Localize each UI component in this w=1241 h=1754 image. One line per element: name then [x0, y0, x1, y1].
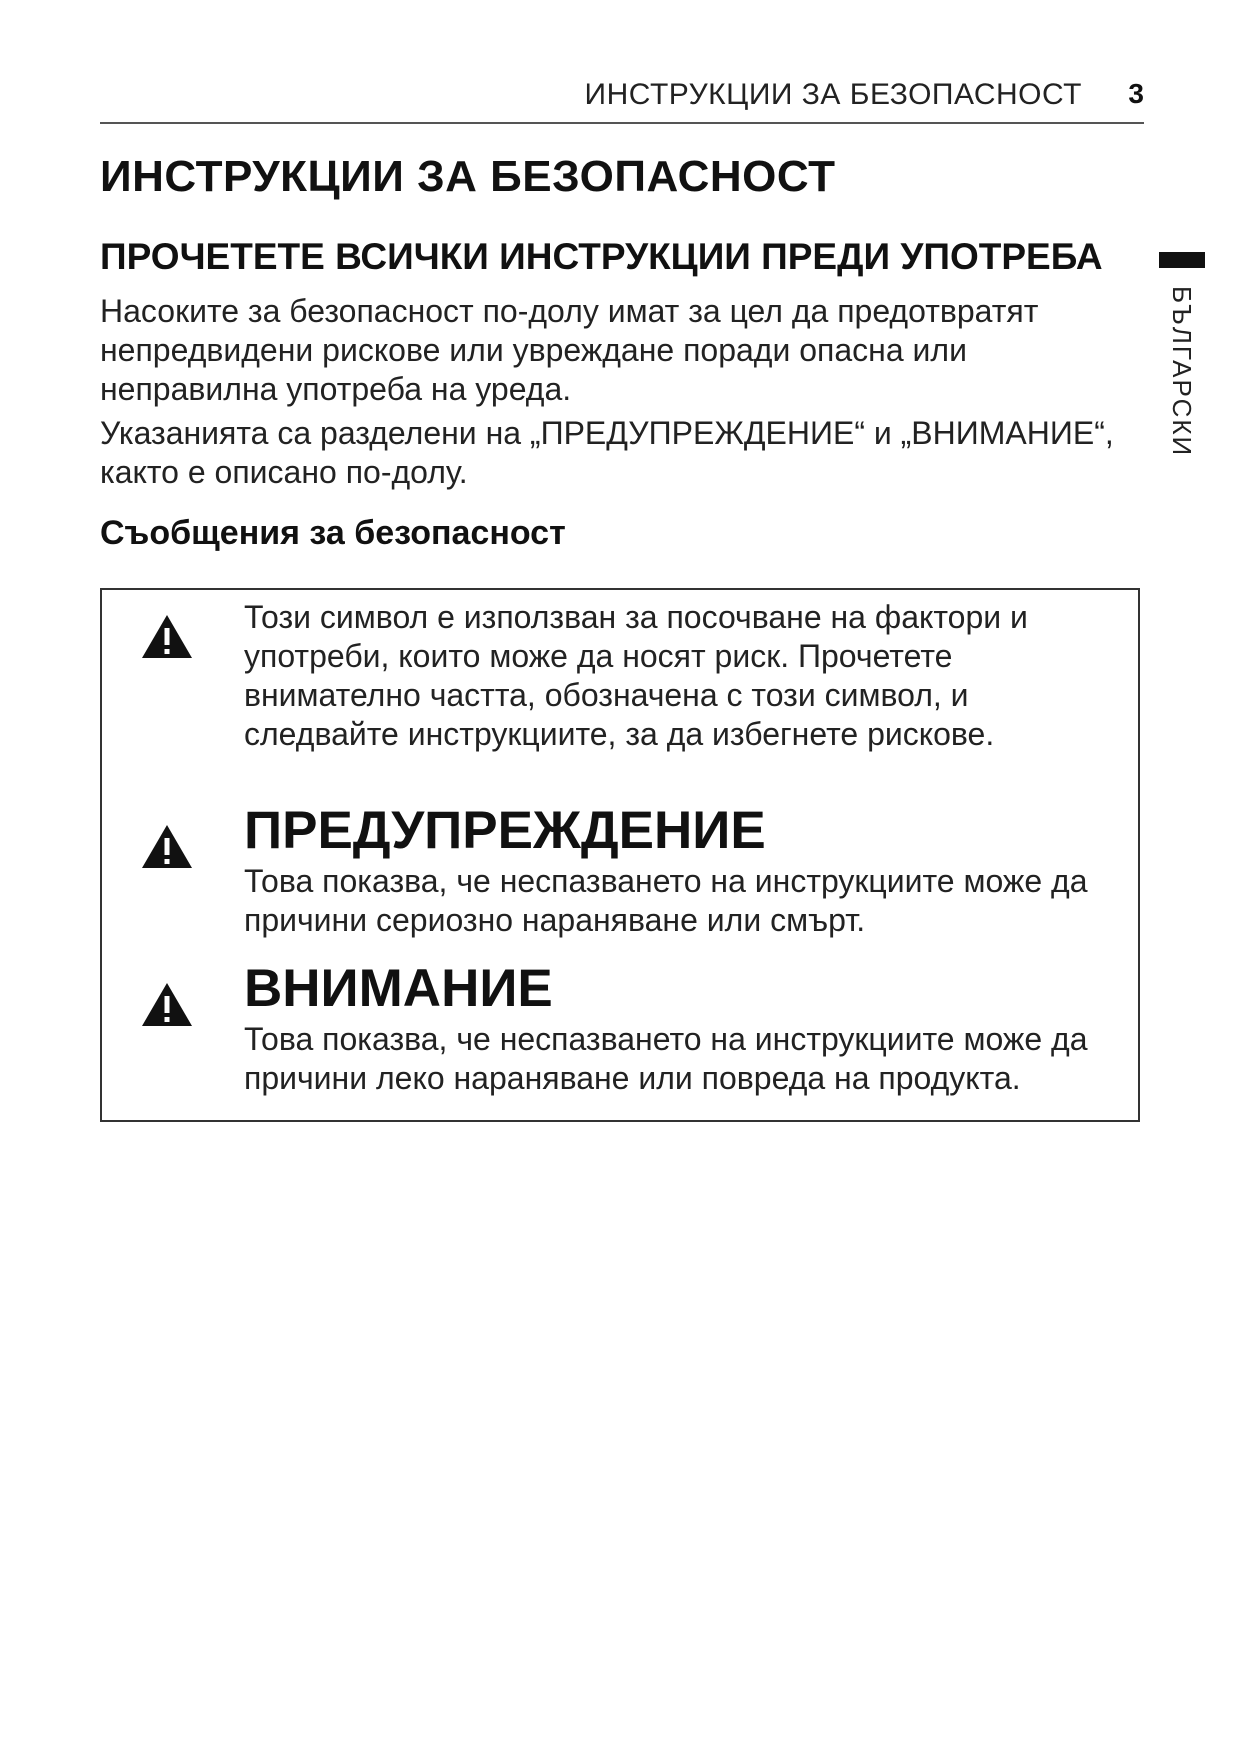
running-header-title: ИНСТРУКЦИИ ЗА БЕЗОПАСНОСТ [584, 78, 1082, 111]
symbol-explanation-text: Този символ е използван за посочване на фактори и употреби, които може да носят риск. Прочетете внимателно частта, обозначена с този символ, и следвайте инструкциите, за да избегнете рискове. [244, 599, 1028, 752]
page-number: 3 [1128, 78, 1144, 109]
page-title: ИНСТРУКЦИИ ЗА БЕЗОПАСНОСТ [100, 152, 836, 201]
warning-triangle-icon [140, 980, 194, 1028]
safety-messages-box [100, 588, 1140, 1122]
intro-text [100, 292, 1140, 497]
caution-heading: ВНИМАНИЕ [244, 959, 553, 1018]
running-header [100, 74, 1144, 124]
intro-paragraph: Указанията са разделени на „ПРЕДУПРЕЖДЕНИЕ“ и „ВНИМАНИЕ“, както е описано по-долу. [100, 415, 1114, 490]
intro-paragraph: Насоките за безопасност по-долу имат за цел да предотвратят непредвидени рискове или увреждане поради опасна или неправилна употреба на уреда. [100, 293, 1039, 407]
section-title: ПРОЧЕТЕТЕ ВСИЧКИ ИНСТРУКЦИИ ПРЕДИ УПОТРЕБА [100, 236, 1103, 277]
warning-triangle-icon [140, 822, 194, 870]
warning-text: Това показва, че неспазването на инструкциите може да причини сериозно нараняване или смърт. [244, 863, 1088, 938]
warning-triangle-icon [140, 612, 194, 660]
caution-text: Това показва, че неспазването на инструкциите може да причини леко нараняване или повреда на продукта. [244, 1021, 1088, 1096]
language-tab-label: БЪЛГАРСКИ [1167, 286, 1197, 458]
warning-message [244, 800, 1122, 940]
safety-messages-title: Съобщения за безопасност [100, 514, 566, 552]
language-tab-marker [1159, 252, 1205, 268]
warning-heading: ПРЕДУПРЕЖДЕНИЕ [244, 801, 766, 860]
caution-message [244, 958, 1122, 1098]
